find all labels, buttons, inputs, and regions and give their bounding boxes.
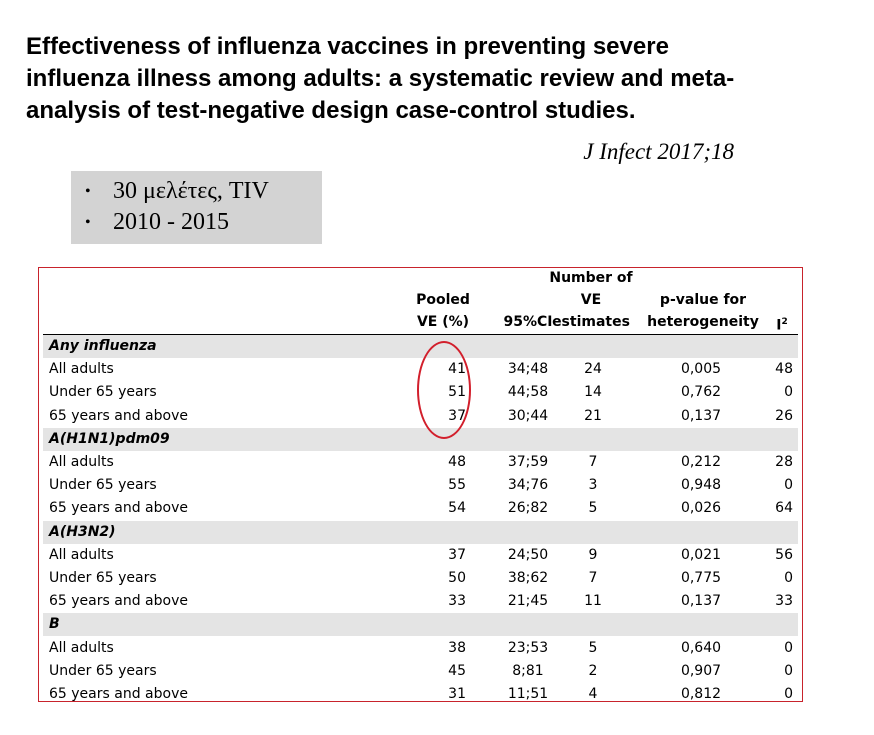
cell-p-value: 0,137 <box>680 407 722 424</box>
highlight-ellipse <box>417 341 471 439</box>
cell-i2: 48 <box>775 361 793 378</box>
row-label: 65 years and above <box>49 500 188 517</box>
cell-ci: 21;45 <box>507 593 549 610</box>
cell-n-estimates: 7 <box>588 454 598 470</box>
cell-pooled-ve: 31 <box>448 686 466 702</box>
cell-i2: 26 <box>775 407 793 424</box>
title-line-1: Effectiveness of influenza vaccines in preventing severe <box>26 33 669 60</box>
row-label: Under 65 years <box>49 662 157 679</box>
slide-title <box>26 31 856 127</box>
table-row <box>43 683 798 706</box>
cell-n-estimates: 3 <box>588 477 598 494</box>
cell-ci: 8;81 <box>512 662 544 679</box>
row-label: 65 years and above <box>49 686 188 702</box>
cell-pooled-ve: 51 <box>448 384 466 401</box>
cell-p-value: 0,137 <box>680 593 722 610</box>
cell-p-value: 0,812 <box>680 686 722 702</box>
group-row <box>43 521 798 544</box>
row-label: Under 65 years <box>49 384 157 401</box>
bullet-icon: • <box>85 213 91 231</box>
cell-ci: 38;62 <box>507 570 549 586</box>
cell-n-estimates: 21 <box>584 407 602 424</box>
group-row <box>43 428 798 451</box>
header-pooled-ve <box>413 289 473 333</box>
cell-ci: 23;53 <box>507 639 549 656</box>
cell-p-value: 0,021 <box>680 546 722 563</box>
title-line-2: influenza illness among adults: a systematic review and meta- <box>26 65 735 92</box>
cell-p-value: 0,026 <box>680 500 722 517</box>
cell-i2: 0 <box>784 477 793 494</box>
cell-i2: 28 <box>775 454 793 470</box>
header-text: VE (%) <box>416 314 470 330</box>
header-superscript: 2 <box>781 317 788 327</box>
header-text: VE <box>580 292 602 308</box>
cell-pooled-ve: 37 <box>448 546 466 563</box>
header-text: I <box>776 317 782 334</box>
header-text: p-value for <box>659 292 747 308</box>
cell-i2: 0 <box>784 384 793 401</box>
cell-p-value: 0,948 <box>680 477 722 494</box>
header-n-estimates <box>541 267 641 333</box>
header-text: heterogeneity <box>647 314 759 330</box>
cell-p-value: 0,907 <box>680 662 722 679</box>
header-text: estimates <box>552 314 630 330</box>
cell-p-value: 0,005 <box>680 361 722 378</box>
table-row <box>43 474 798 497</box>
table-row <box>43 660 798 683</box>
cell-ci: 44;58 <box>507 384 549 401</box>
cell-n-estimates: 11 <box>584 593 602 610</box>
table-row <box>43 590 798 613</box>
table-row <box>43 497 798 520</box>
table-row <box>43 567 798 590</box>
cell-ci: 37;59 <box>507 454 549 470</box>
cell-pooled-ve: 38 <box>448 639 466 656</box>
cell-pooled-ve: 41 <box>448 361 466 378</box>
cell-i2: 0 <box>784 639 793 656</box>
cell-p-value: 0,640 <box>680 639 722 656</box>
header-text: Number of <box>549 270 633 286</box>
row-label: 65 years and above <box>49 407 188 424</box>
cell-pooled-ve: 48 <box>448 454 466 470</box>
group-row <box>43 613 798 636</box>
cell-pooled-ve: 33 <box>448 593 466 610</box>
cell-ci: 11;51 <box>507 686 549 702</box>
row-label: 65 years and above <box>49 593 188 610</box>
cell-ci: 30;44 <box>507 407 549 424</box>
cell-n-estimates: 5 <box>588 500 598 517</box>
table-row <box>43 451 798 474</box>
citation: J Infect 2017;18 <box>583 139 734 164</box>
cell-p-value: 0,762 <box>680 384 722 401</box>
bullet-item <box>85 176 322 207</box>
cell-pooled-ve: 54 <box>448 500 466 517</box>
table-row <box>43 637 798 660</box>
header-text: 95%CI <box>503 314 553 330</box>
group-row <box>43 335 798 358</box>
cell-i2: 0 <box>784 570 793 586</box>
cell-n-estimates: 9 <box>588 546 598 563</box>
row-label: Under 65 years <box>49 570 157 586</box>
cell-n-estimates: 24 <box>584 361 602 378</box>
title-line-3: analysis of test-negative design case-control studies. <box>26 97 636 124</box>
cell-n-estimates: 7 <box>588 570 598 586</box>
bullet-box <box>71 171 322 244</box>
row-label: All adults <box>49 546 114 563</box>
cell-n-estimates: 14 <box>584 384 602 401</box>
cell-ci: 34;76 <box>507 477 549 494</box>
bullet-item <box>85 207 322 238</box>
cell-p-value: 0,212 <box>680 454 722 470</box>
cell-n-estimates: 4 <box>588 686 598 702</box>
cell-i2: 0 <box>784 686 793 702</box>
cell-ci: 24;50 <box>507 546 549 563</box>
cell-i2: 56 <box>775 546 793 563</box>
cell-pooled-ve: 37 <box>448 407 466 424</box>
header-text: Pooled <box>416 292 470 308</box>
row-label: Under 65 years <box>49 477 157 494</box>
row-label: All adults <box>49 454 114 470</box>
cell-p-value: 0,775 <box>680 570 722 586</box>
cell-pooled-ve: 55 <box>448 477 466 494</box>
cell-pooled-ve: 50 <box>448 570 466 586</box>
cell-n-estimates: 5 <box>588 639 598 656</box>
bullet-text: 30 μελέτες, TIV <box>113 178 269 204</box>
cell-ci: 26;82 <box>507 500 549 517</box>
bullet-text: 2010 - 2015 <box>113 209 229 235</box>
group-label: B <box>49 616 60 633</box>
cell-i2: 33 <box>775 593 793 610</box>
group-label: A(H3N2) <box>49 523 116 540</box>
row-label: All adults <box>49 361 114 378</box>
results-table <box>38 267 803 702</box>
row-label: All adults <box>49 639 114 656</box>
cell-ci: 34;48 <box>507 361 549 378</box>
cell-pooled-ve: 45 <box>448 662 466 679</box>
group-label: Any influenza <box>49 338 157 354</box>
cell-n-estimates: 2 <box>588 662 598 679</box>
group-label: A(H1N1)pdm09 <box>49 430 170 447</box>
table-row <box>43 544 798 567</box>
cell-i2: 0 <box>784 662 793 679</box>
cell-i2: 64 <box>775 500 793 517</box>
header-p-value <box>641 289 765 333</box>
bullet-icon: • <box>85 182 91 200</box>
header-i2 <box>767 311 797 337</box>
